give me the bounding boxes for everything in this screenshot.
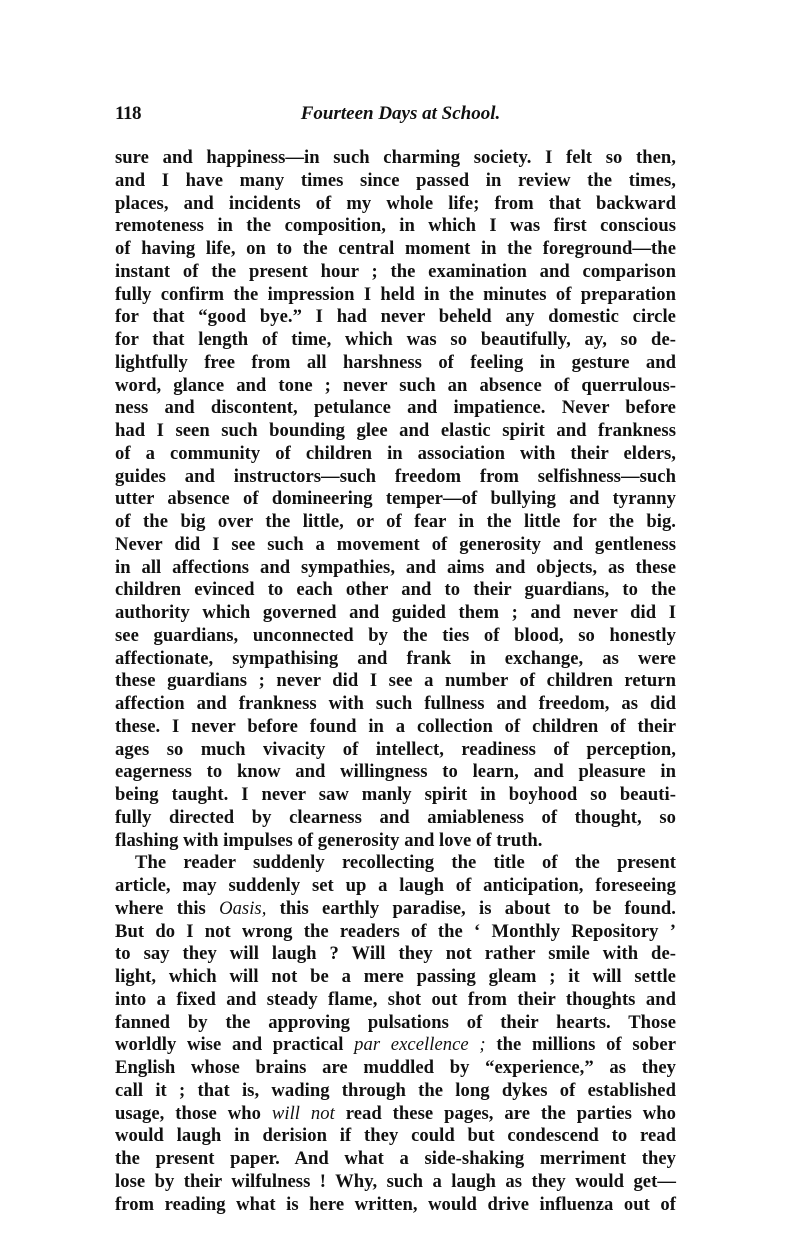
- text-line: call it ; that is, wading through the long dykes of established: [115, 1079, 676, 1101]
- text-line: into a fixed and steady flame, shot out from their thoughts and: [115, 988, 676, 1010]
- paragraph-start-line: The reader suddenly recollecting the title of the present: [135, 852, 676, 874]
- text-line: article, may suddenly set up a laugh of anticipation, foreseeing: [115, 875, 676, 896]
- text-line: eagerness to know and willingness to learn, and pleasure in: [115, 761, 676, 783]
- text-line: and I have many times since passed in review the times,: [115, 169, 676, 191]
- text-line: affectionate, sympathising and frank in exchange, as were: [115, 647, 676, 669]
- text-line: see guardians, unconnected by the ties of blood, so honestly: [115, 624, 676, 646]
- text-line: for that length of time, which was so beautifully, ay, so de-: [115, 329, 676, 350]
- text-line: fully confirm the impression I held in the minutes of preparation: [115, 283, 676, 305]
- italic-text: par excellence ;: [354, 1034, 486, 1056]
- text-line: to say they will laugh ? Will they not rather smile with de-: [115, 943, 676, 965]
- italic-text: will not: [271, 1102, 335, 1124]
- text-line: these guardians ; never did I see a number of children return: [115, 670, 676, 692]
- text-line: from reading what is here written, would drive influenza out of: [115, 1193, 676, 1215]
- text-line: children evinced to each other and to their guardians, to the: [115, 579, 676, 601]
- body-text: [115, 147, 676, 1216]
- text-line: of having life, on to the central moment in the foreground—the: [115, 238, 676, 259]
- text-line-with-italic: [115, 898, 676, 921]
- text-line: ages so much vivacity of intellect, readiness of perception,: [115, 738, 676, 760]
- text-line: authority which governed and guided them ; and never did I: [115, 602, 676, 623]
- text-line: the present paper. And what a side-shaking merriment they: [115, 1148, 676, 1169]
- text-line: But do I not wrong the readers of the ‘ Monthly Repository ’: [115, 920, 676, 942]
- text-line: affection and frankness with such fullness and freedom, as did: [115, 693, 676, 714]
- text-line: English whose brains are muddled by “experience,” as they: [115, 1057, 676, 1078]
- text-line: ness and discontent, petulance and impatience. Never before: [115, 397, 676, 419]
- paragraph-end-line: flashing with impulses of generosity and love of truth.: [115, 829, 543, 851]
- text-line: places, and incidents of my whole life; from that backward: [115, 192, 676, 214]
- running-title: Fourteen Days at School.: [300, 103, 501, 124]
- text-line: being taught. I never saw manly spirit in boyhood so beauti-: [115, 784, 676, 805]
- text-line: utter absence of domineering temper—of bullying and tyranny: [115, 488, 676, 510]
- text-line: had I seen such bounding glee and elastic spirit and frankness: [115, 420, 676, 441]
- text-line: of the big over the little, or of fear in the little for the big.: [115, 511, 676, 532]
- text-line: lose by their wilfulness ! Why, such a laugh as they would get—: [115, 1170, 676, 1192]
- text-line: these. I never before found in a collection of children of their: [115, 715, 676, 737]
- text-segment: where this: [115, 897, 220, 919]
- text-line: fanned by the approving pulsations of their hearts. Those: [115, 1011, 676, 1033]
- text-segment: worldly wise and practical: [115, 1034, 355, 1056]
- text-segment: usage, those who: [115, 1102, 272, 1124]
- italic-text: Oasis,: [219, 897, 267, 919]
- text-line: for that “good bye.” I had never beheld any domestic circle: [115, 306, 676, 328]
- page-number: 118: [115, 103, 141, 124]
- text-line: lightfully free from all harshness of feeling in gesture and: [115, 351, 676, 373]
- text-line: guides and instructors—such freedom from selfishness—such: [115, 465, 676, 487]
- text-segment: this earthly paradise, is about to be found.: [266, 897, 676, 919]
- text-line: fully directed by clearness and amiableness of thought, so: [115, 806, 676, 828]
- text-line: sure and happiness—in such charming society. I felt so then,: [115, 147, 676, 168]
- text-line: in all affections and sympathies, and aims and objects, as these: [115, 556, 676, 578]
- text-line: light, which will not be a mere passing gleam ; it will settle: [115, 966, 676, 987]
- text-line: instant of the present hour ; the examination and comparison: [115, 260, 676, 282]
- text-line-with-italic: [115, 1034, 676, 1057]
- text-line: remoteness in the composition, in which I was first conscious: [115, 215, 676, 237]
- text-line-with-italic: [115, 1103, 676, 1126]
- text-line: word, glance and tone ; never such an absence of querrulous-: [115, 374, 676, 396]
- running-head: [115, 103, 676, 129]
- text-line: would laugh in derision if they could but condescend to read: [115, 1125, 676, 1147]
- text-line: of a community of children in association with their elders,: [115, 442, 676, 464]
- text-segment: the millions of sober: [485, 1034, 676, 1056]
- text-segment: read these pages, are the parties who: [334, 1102, 676, 1124]
- text-line: Never did I see such a movement of generosity and gentleness: [115, 533, 676, 555]
